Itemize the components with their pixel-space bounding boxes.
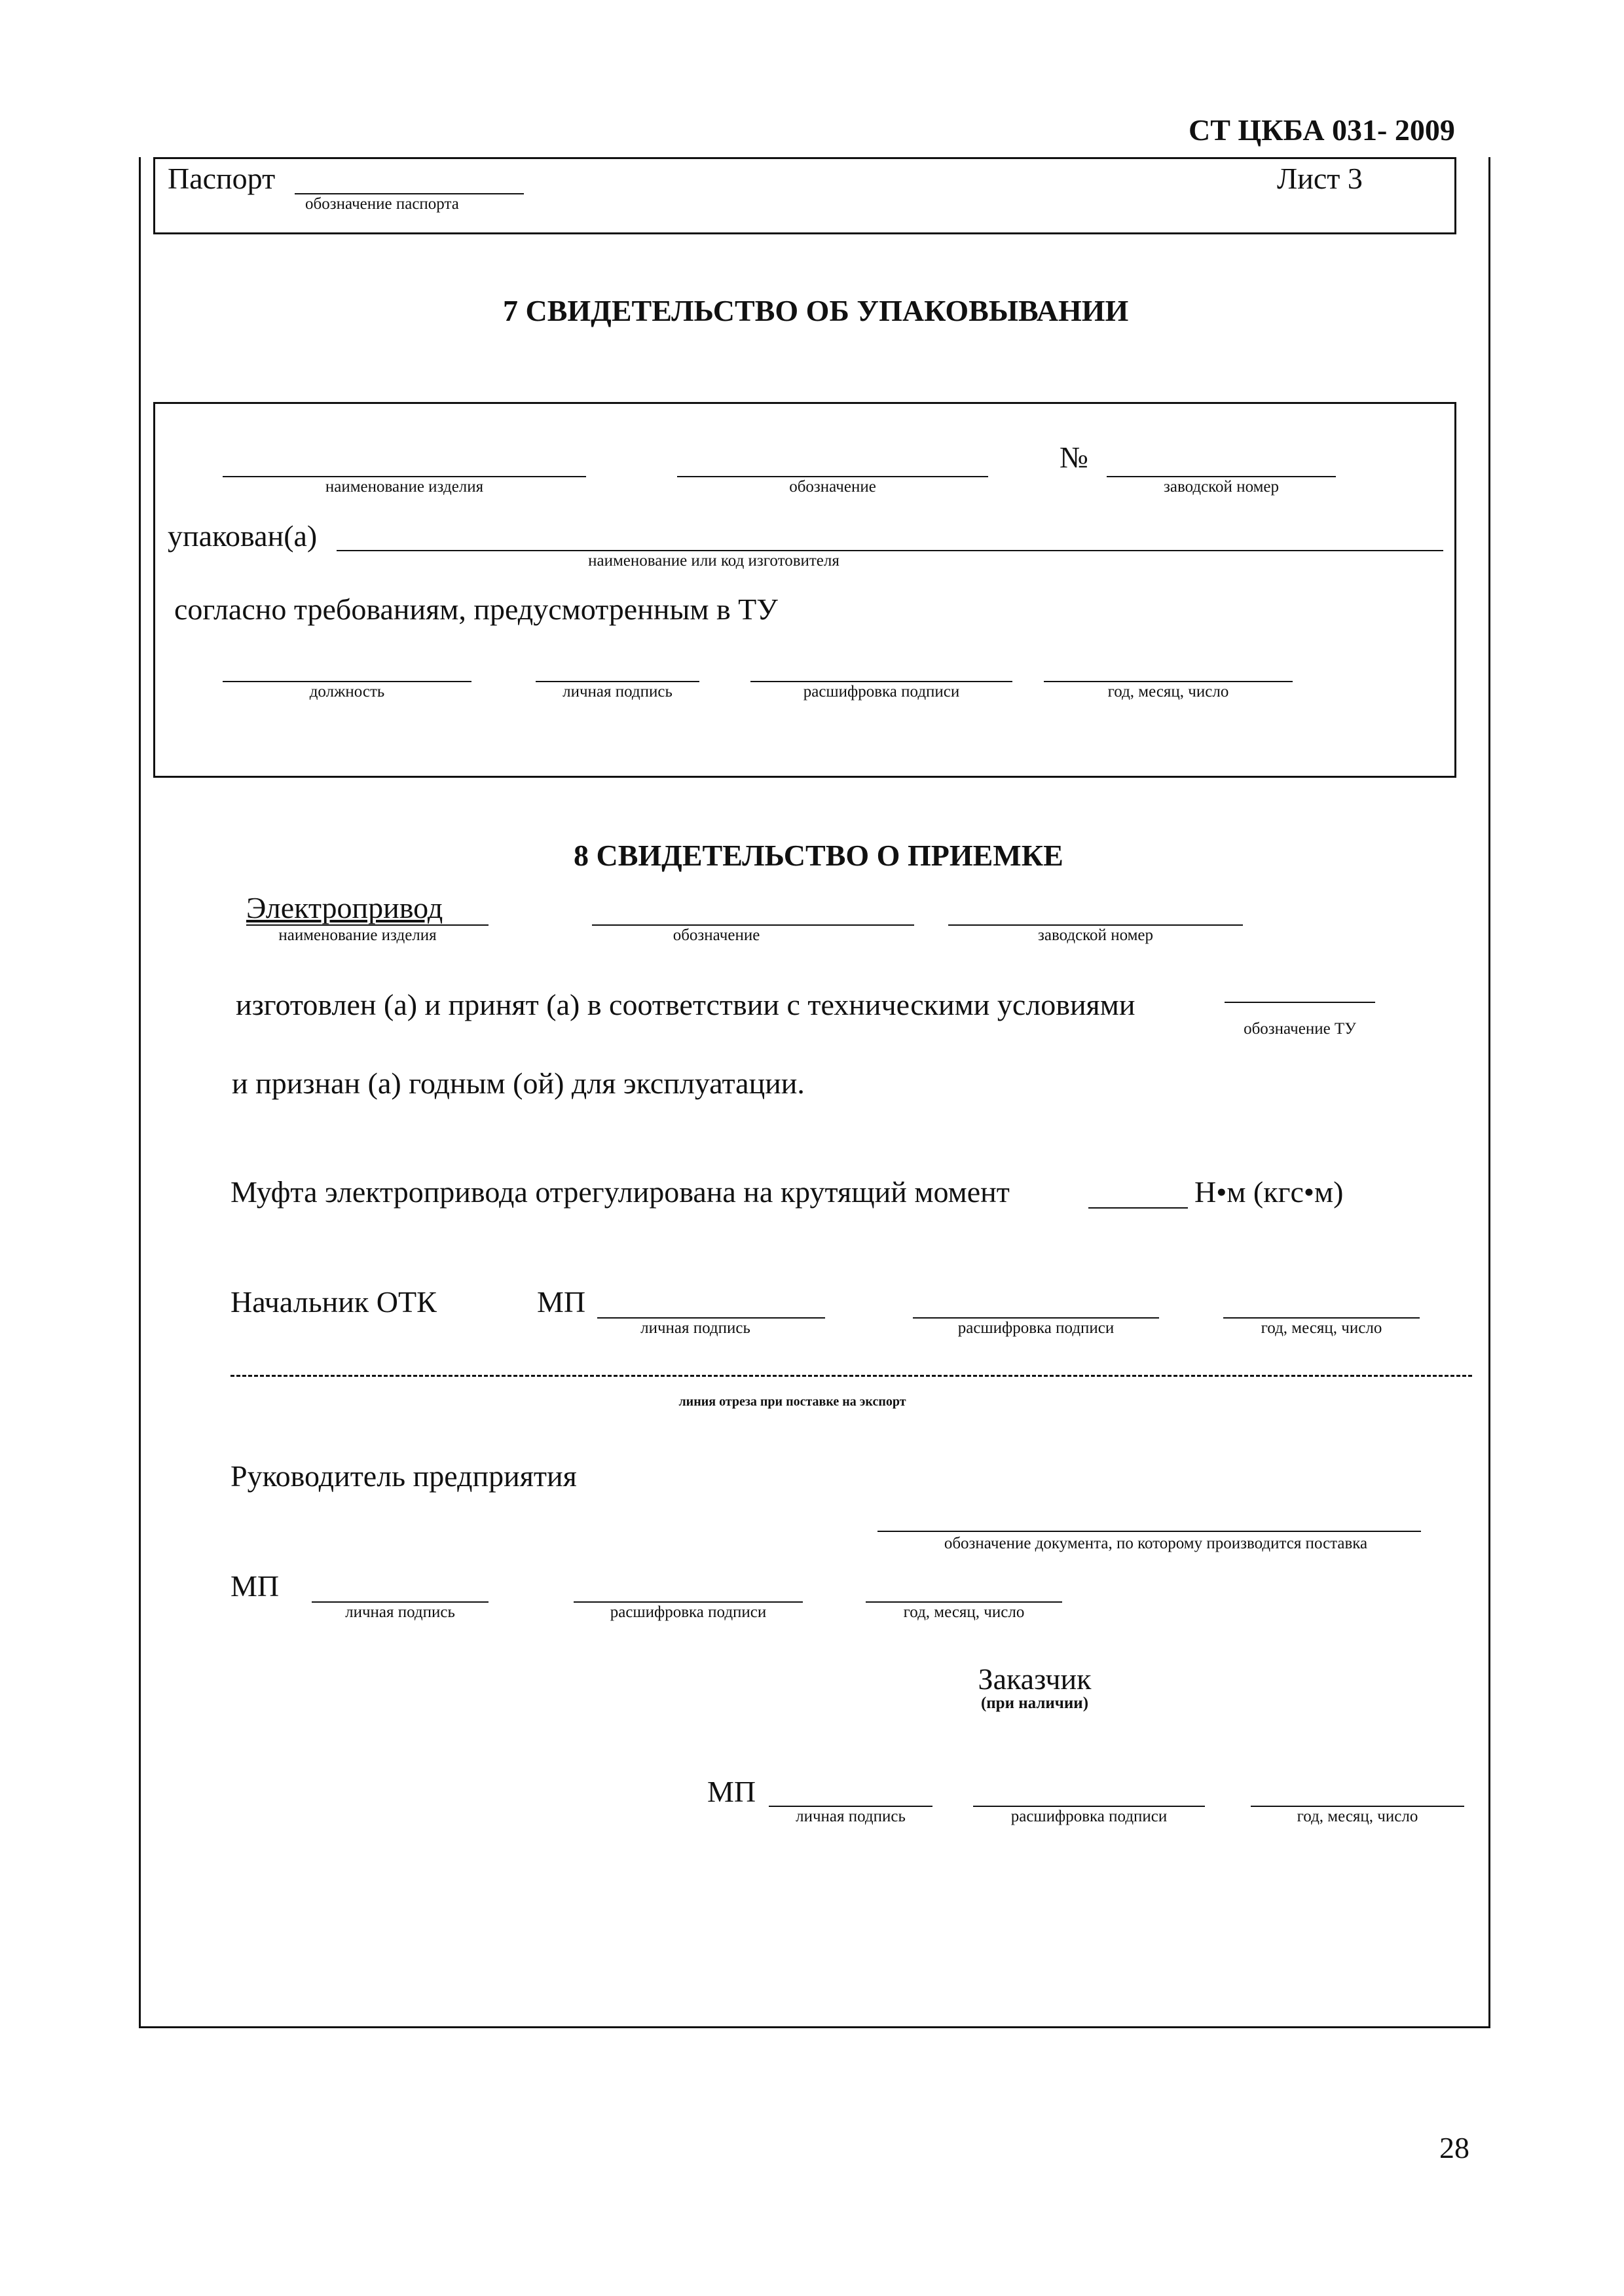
product-name-caption-8: наименование изделия (278, 926, 437, 944)
stamp-place-head: МП (231, 1569, 280, 1603)
serial-line-8 (948, 924, 1243, 926)
tu-caption: обозначение ТУ (1244, 1020, 1356, 1038)
standard-designation: СТ ЦКБА 031- 2009 (1189, 113, 1455, 147)
product-value: Электропривод (246, 891, 443, 924)
customer-decode-caption: расшифровка подписи (1010, 1808, 1168, 1825)
number-sign: № (1060, 441, 1088, 474)
passport-caption: обозначение паспорта (305, 195, 459, 213)
signature-line-7 (536, 681, 699, 682)
torque-unit: Н•м (кгс•м) (1194, 1175, 1344, 1209)
clutch-text: Муфта электропривода отрегулирована на крутящий момент (231, 1175, 1010, 1209)
position-caption: должность (309, 683, 385, 701)
otk-signature-line (597, 1317, 825, 1319)
serial-caption-8: заводской номер (1037, 926, 1154, 944)
signature-decode-caption-7: расшифровка подписи (803, 683, 960, 701)
designation-caption-8: обозначение (673, 926, 760, 944)
manufacturer-line (337, 550, 1443, 551)
section7-title: 7 СВИДЕТЕЛЬСТВО ОБ УПАКОВЫВАНИИ (503, 294, 1129, 327)
head-decode-caption: расшифровка подписи (610, 1603, 767, 1621)
customer-label: Заказчик (978, 1662, 1092, 1696)
designation-caption: обозначение (789, 478, 876, 496)
enterprise-head-label: Руководитель предприятия (231, 1459, 577, 1493)
cut-line (231, 1375, 1472, 1377)
customer-signature-line (769, 1806, 932, 1807)
passport-label: Паспорт (168, 162, 276, 195)
head-signature-caption: личная подпись (345, 1603, 455, 1621)
packing-box (153, 402, 1456, 778)
cut-line-caption: линия отреза при поставке на экспорт (678, 1394, 906, 1409)
tu-line (1225, 1002, 1375, 1003)
stamp-place-customer: МП (707, 1775, 756, 1808)
head-signature-line (312, 1601, 489, 1603)
head-decode-line (574, 1601, 803, 1603)
customer-signature-caption: личная подпись (796, 1808, 906, 1825)
supply-doc-line (877, 1531, 1421, 1532)
customer-date-caption: год, месяц, число (1297, 1808, 1418, 1825)
otk-decode-line (913, 1317, 1159, 1319)
customer-date-line (1251, 1806, 1464, 1807)
head-date-caption: год, месяц, число (903, 1603, 1025, 1621)
designation-line (677, 476, 988, 477)
product-name-line (223, 476, 586, 477)
product-name-line-8 (246, 924, 489, 926)
supply-doc-caption: обозначение документа, по которому производится поставка (944, 1535, 1368, 1552)
otk-date-line (1223, 1317, 1420, 1319)
serial-number-caption: заводской номер (1163, 478, 1280, 496)
stamp-place-otk: МП (537, 1285, 586, 1319)
manufacturer-caption: наименование или код изготовителя (588, 552, 840, 570)
section8-title: 8 СВИДЕТЕЛЬСТВО О ПРИЕМКЕ (574, 839, 1063, 872)
torque-line (1088, 1207, 1188, 1209)
signature-caption-7: личная подпись (563, 683, 673, 701)
customer-note: (при наличии) (980, 1694, 1089, 1712)
position-line (223, 681, 471, 682)
customer-decode-line (973, 1806, 1205, 1807)
otk-chief-label: Начальник ОТК (231, 1285, 437, 1319)
date-line-7 (1044, 681, 1293, 682)
designation-line-8 (592, 924, 914, 926)
packed-label: упакован(а) (168, 519, 318, 553)
signature-decode-line-7 (750, 681, 1012, 682)
otk-signature-caption: личная подпись (640, 1319, 750, 1337)
manufactured-text: изготовлен (а) и принят (а) в соответствии с техническими условиями (236, 988, 1135, 1021)
date-caption-7: год, месяц, число (1107, 683, 1229, 701)
page-number: 28 (1439, 2131, 1469, 2164)
serial-number-line (1107, 476, 1336, 477)
fit-text: и признан (а) годным (ой) для эксплуатации. (232, 1066, 805, 1100)
otk-date-caption: год, месяц, число (1261, 1319, 1382, 1337)
requirements-text: согласно требованиям, предусмотренным в ТУ (174, 592, 778, 626)
product-name-caption: наименование изделия (325, 478, 484, 496)
sheet-number: Лист 3 (1277, 162, 1363, 195)
otk-decode-caption: расшифровка подписи (957, 1319, 1115, 1337)
head-date-line (866, 1601, 1062, 1603)
